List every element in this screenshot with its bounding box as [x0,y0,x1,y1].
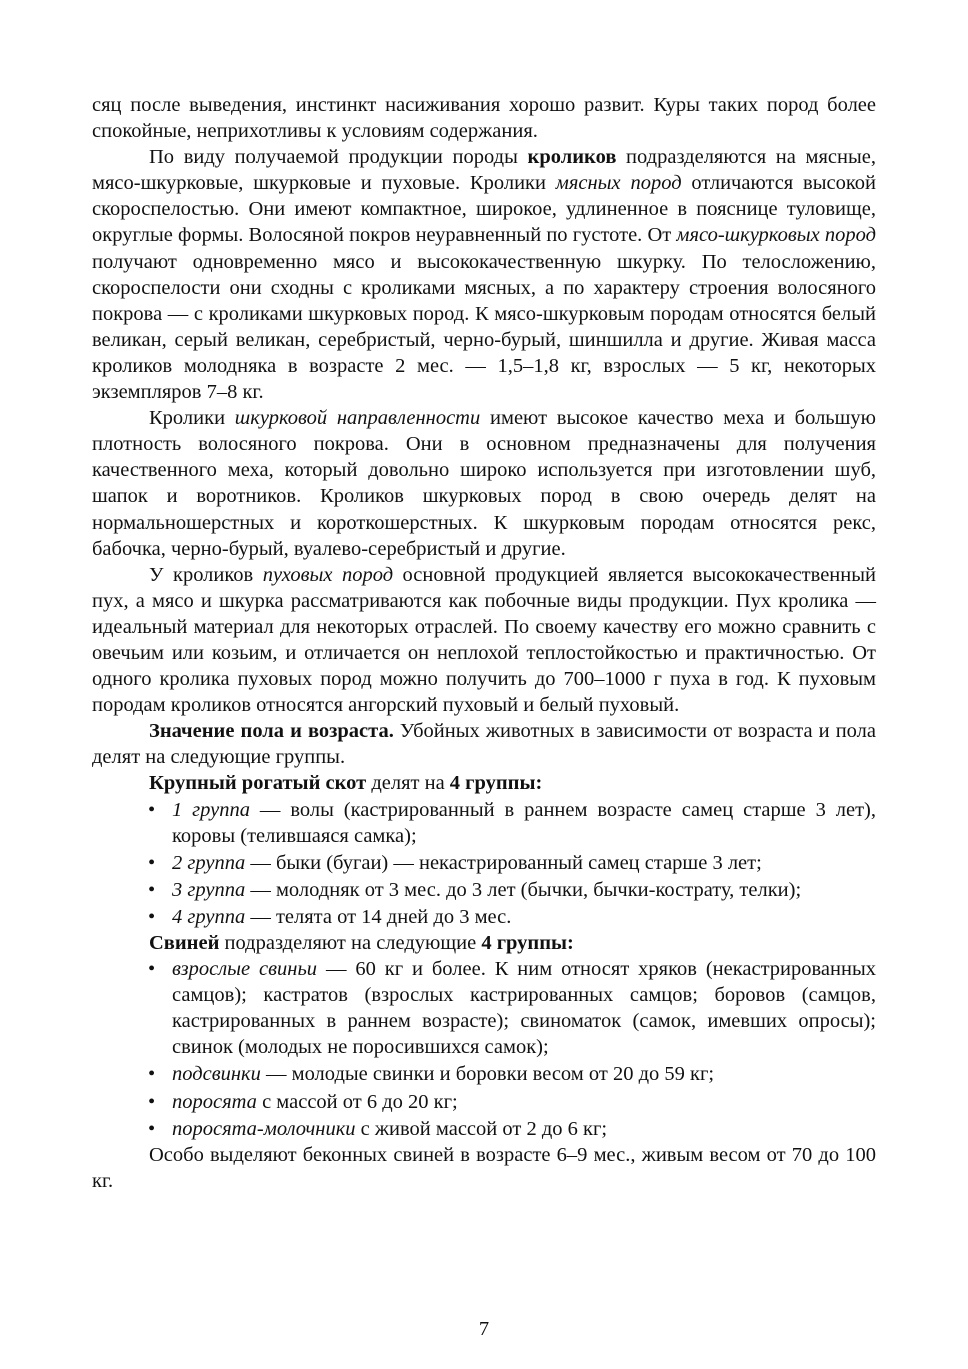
group-description: — быки (бугаи) — некастрированный самец старше 3 лет; [245,851,762,874]
paragraph-pelt-rabbits [92,405,876,562]
paragraph-text: сяц после выведения, инстинкт насиживания хорошо развит. Куры таких пород более спокойные, неприхотливы к условиям содержания. [92,94,876,143]
text-run: получают одновременно мясо и высококачественную шкурку. По телосложению, скороспелости они сходны с кроликами мясных, а по характеру строения волосяного покрова — с кроликами шкурковых пород. К мясо-шкурковым породам относятся белый великан, серый великан, серебристый, черно-бурый, шиншилла и другие. Живая масса кроликов молодняка в возрасте 2 мес. — 1,5–1,8 кг, взрослых — 5 кг, некоторых экземпляров 7–8 кг. [92,250,876,404]
term-meat-breeds: мясных пород [555,172,682,195]
text-run: подразделяются на мясные, мясо-шкурковые, шкурковые и пуховые. Кролики [92,146,876,195]
term-four-groups: 4 группы: [449,772,543,795]
group-description: — телята от 14 дней до 3 мес. [245,905,512,928]
term-pigs: Свиней [149,932,220,954]
list-item [172,1089,876,1115]
pig-group-list [92,956,876,1142]
text-run: делят на [366,772,450,795]
paragraph-continuation [92,92,876,144]
group-term: взрослые свиньи [172,958,318,981]
term-rabbits: кроликов [527,146,617,169]
text-run: основной продукцией является высококачественный пух, а мясо и шкурка рассматриваются как побочные виды продукции. Пух кролика — идеальный материал для некоторых отраслей. По своему качеству его можно сравнить с овечьим или козьим, и отличается он неплохой теплостойкостью и практичностью. От одного кролика пуховых пород можно получить до 700–1000 г пуха в год. К пуховым породам кроликов относятся ангорский пуховый и белый пуховый. [92,563,876,717]
list-item [172,904,876,930]
group-term: 4 группа [172,905,246,928]
list-item [172,956,876,1060]
group-description: — 60 кг и более. К ним относят хряков (некастрированных самцов); кастратов (взрослых кастрированных самцов; боровов (самцов, кастрированных в раннем возрасте); свиноматок (самок, имевших опросы); свинок (молодых не поросившихся самок); [172,958,876,1059]
text-run: имеют высокое качество меха и большую плотность волосяного покрова. Они в основном предназначены для получения качественного меха, который довольно широко используется при изготовлении шуб, шапок и воротников. Кроликов шкурковых пород в свою очередь делят на нормальношерстных и короткошерстных. К шкурковым породам относятся рекс, бабочка, черно-бурый, вуалево-серебристый и другие. [92,407,876,560]
text-run: подразделяют на следующие [219,932,482,954]
page-body [92,92,876,1194]
heading-cattle [92,770,876,796]
list-item [172,850,876,876]
cattle-group-list [92,797,876,930]
paragraph-bacon-pigs [92,1142,876,1194]
group-description: с массой от 6 до 20 кг; [256,1090,458,1113]
page-number: 7 [478,1318,490,1340]
group-term: поросята-молочники [172,1117,356,1140]
text-run: Убойных животных в зависимости от возраста и пола делят на следующие группы. [92,720,876,769]
group-description: — молодняк от 3 мес. до 3 лет (бычки, бычки-кострату, телки); [245,878,802,901]
paragraph-sex-age [92,718,876,770]
list-item [172,797,876,849]
term-four-groups: 4 группы: [481,932,574,954]
group-term: 1 группа [172,798,250,821]
list-item [172,877,876,903]
term-meat-pelt-breeds: мясо-шкурковых пород [676,224,876,247]
group-description: — волы (кастрированный в раннем возрасте самец старше 3 лет), коровы (телившаяся самка); [172,798,876,847]
group-description: с живой массой от 2 до 6 кг; [355,1117,608,1140]
paragraph-rabbit-breeds [92,144,876,405]
text-run: По виду получаемой продукции породы [149,146,528,169]
term-cattle: Крупный рогатый скот [149,772,367,795]
text-run: отличаются высокой скороспелостью. Они имеют компактное, широкое, удлиненное в пояснице туловище, округлые формы. Волосяной покров неуравненный по густоте. От [92,172,876,247]
heading-sex-age: Значение пола и возраста. [149,720,394,743]
text-run: У кроликов [149,563,263,586]
group-term: поросята [172,1090,257,1113]
group-term: 2 группа [172,851,246,874]
paragraph-text: Особо выделяют беконных свиней в возрасте 6–9 мес., живым весом от 70 до 100 кг. [92,1143,876,1192]
heading-pigs [92,930,876,956]
term-pelt-direction: шкурковой направленности [234,407,481,430]
group-description: — молодые свинки и боровки весом от 20 до 59 кг; [260,1063,715,1086]
group-term: подсвинки [172,1063,261,1086]
list-item [172,1116,876,1142]
text-run: Кролики [149,407,235,430]
paragraph-down-rabbits [92,562,876,719]
group-term: 3 группа [172,878,246,901]
list-item [172,1061,876,1087]
term-down-breeds: пуховых пород [262,563,394,586]
